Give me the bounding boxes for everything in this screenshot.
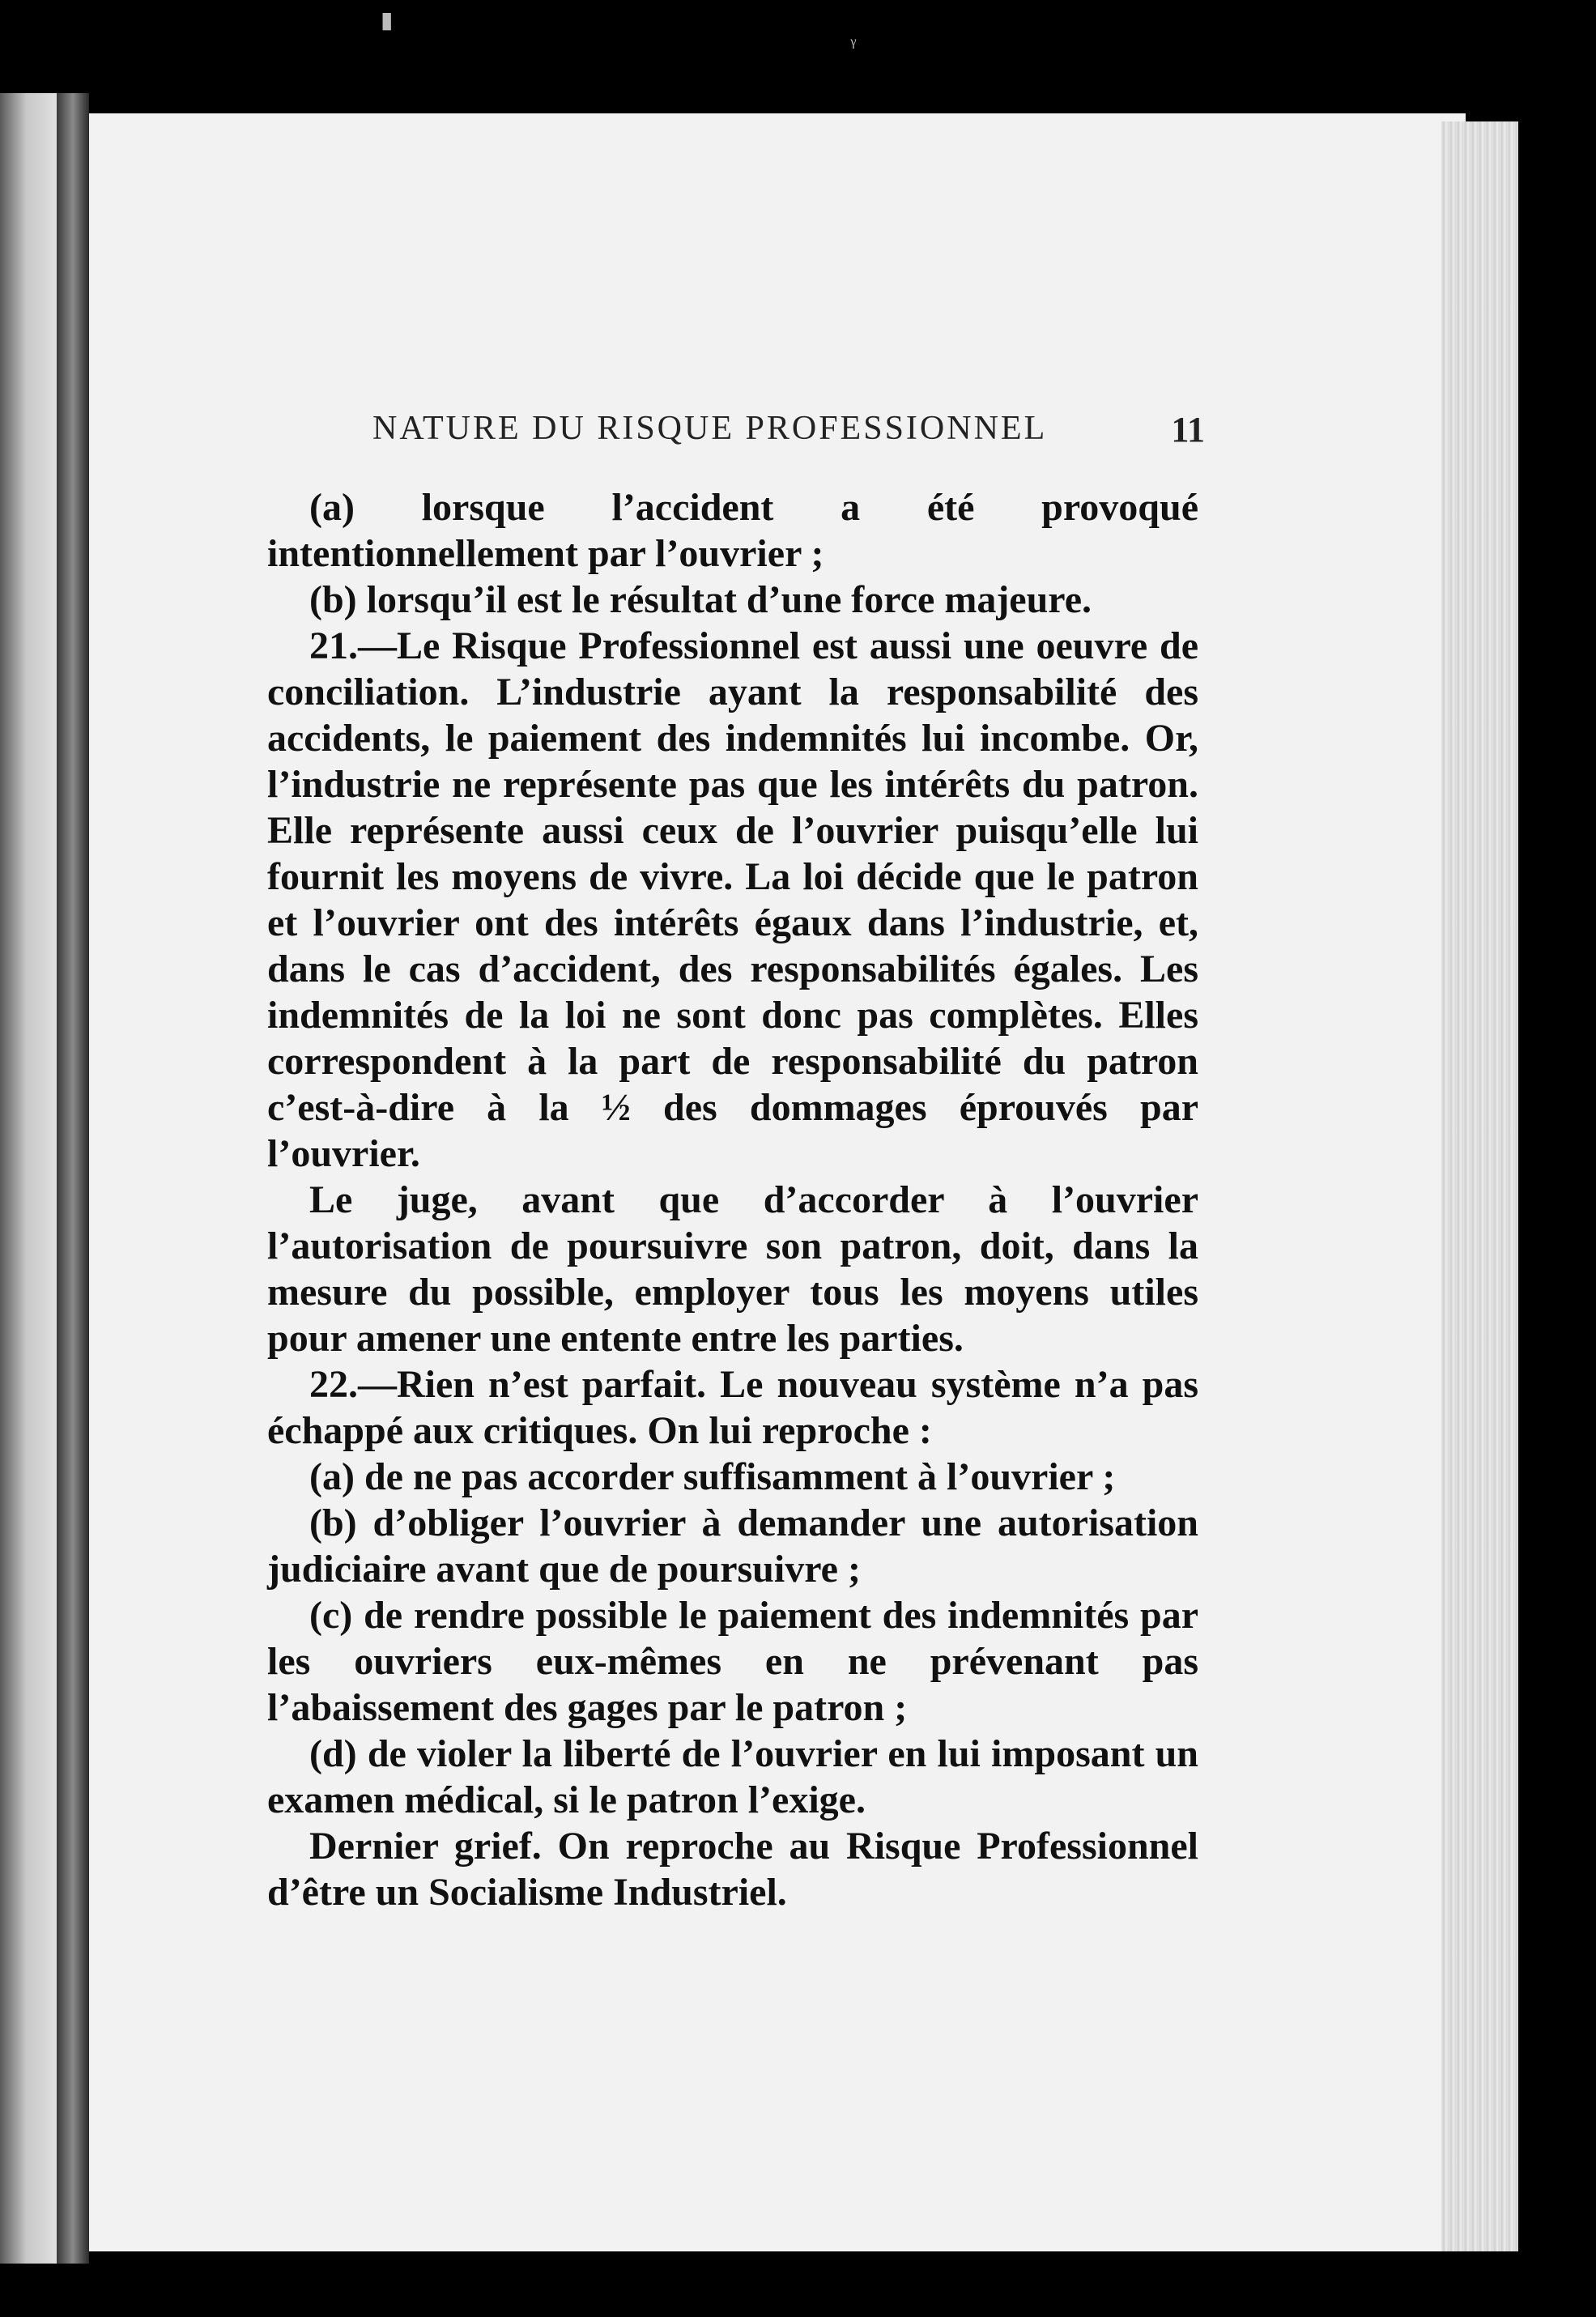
paragraph: (d) de violer la liberté de l’ouvrier en lui imposant un examen médical, si le patron l’exige. [267,1732,1198,1821]
paragraph: Dernier grief. On reproche au Risque Professionnel d’être un Socialisme Industriel. [267,1825,1198,1914]
paragraph: (c) de rendre possible le paiement des indemnités par les ouvriers eux-mêmes en ne prévenant pas l’abaissement des gages par le patron ; [267,1594,1198,1729]
paragraph: (b) d’obliger l’ouvrier à demander une autorisation judiciaire avant que de poursuivre ; [267,1501,1198,1591]
paragraph: 21.—Le Risque Professionnel est aussi une oeuvre de conciliation. L’industrie ayant la responsabilité des accidents, le paiement des indemnités lui incombe. Or, l’industrie ne représente pas que les intérêts du patron. Elle représente aussi ceux de l’ouvrier puisqu’elle lui fournit les moyens de vivre. La loi décide que le patron et l’ouvrier ont des intérêts égaux dans l’industrie, et, dans le cas d’accident, des responsabilités égales. Les indemnités de la loi ne sont donc pas complètes. Elles correspondent à la part de responsabilité du patron c’est-à-dire à la ½ des dommages éprouvés par l’ouvrier. [267,624,1198,1175]
book-spine [57,93,89,2264]
running-head: NATURE DU RISQUE PROFESSIONNEL [372,410,1048,447]
paragraph: (a) lorsque l’accident a été provoqué intentionnellement par l’ouvrier ; [267,486,1198,575]
paragraph: 22.—Rien n’est parfait. Le nouveau système n’a pas échappé aux critiques. On lui reproche : [267,1363,1198,1452]
page-stack-edge [1441,121,1518,2251]
paragraph: Le juge, avant que d’accorder à l’ouvrier l’autorisation de poursuivre son patron, doit, dans la mesure du possible, employer tous les moyens utiles pour amener une entente entre les parties. [267,1178,1198,1360]
paragraph: (a) de ne pas accorder suffisamment à l’ouvrier ; [309,1455,1116,1498]
paragraph: (b) lorsqu’il est le résultat d’une force majeure. [309,578,1092,621]
page-number: 11 [1171,410,1205,449]
body-text [267,484,1198,1915]
